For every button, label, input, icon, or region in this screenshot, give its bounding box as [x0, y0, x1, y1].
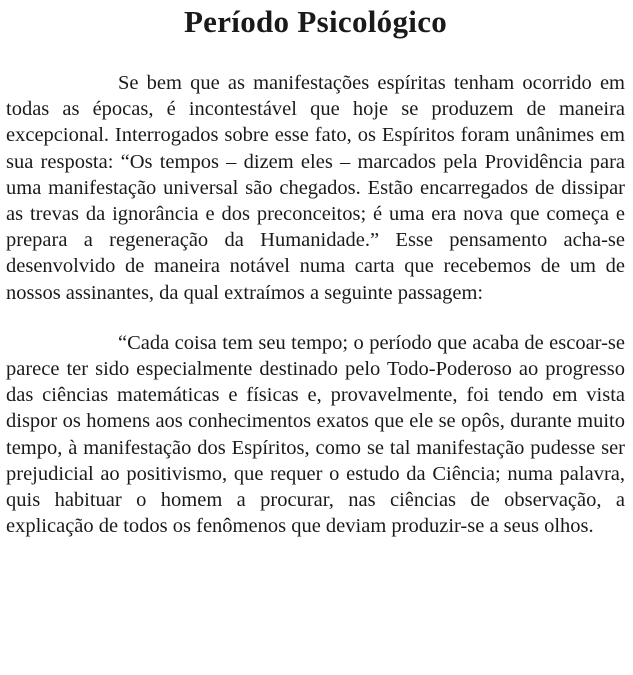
paragraph-intro: Se bem que as manifestações espíritas tenham ocorrido em todas as épocas, é incontestável que hoje se produzem de maneira excepcional. Interrogados sobre esse fato, os Espíritos foram unânimes em sua resposta: “Os tempos – dizem eles – marcados pela Providência para uma manifestação universal são chegados. Estão encarregados de dissipar as trevas da ignorância e dos preconceitos; é uma era nova que começa e prepara a regeneração da Humanidade.” Esse pensamento acha-se desenvolvido de maneira notável numa carta que recebemos de um de nossos assinantes, da qual extraímos a seguinte passagem: [6, 72, 625, 304]
document-page [0, 4, 633, 675]
paragraph-quote: “Cada coisa tem seu tempo; o período que acaba de escoar-se parece ter sido especialmente destinado pelo Todo-Poderoso ao progresso das ciências matemáticas e físicas e, provavelmente, foi tendo em vista dispor os homens aos conhecimentos exatos que ele se opôs, durante muito tempo, à manifestação dos Espíritos, como se tal manifestação pudesse ser prejudicial ao positivismo, que requer o estudo da Ciência; numa palavra, quis habituar o homem a procurar, nas ciências de observação, a explicação de todos os fenômenos que deviam produzir-se a seus olhos. [6, 331, 625, 538]
page-title: Período Psicológico [183, 4, 448, 39]
